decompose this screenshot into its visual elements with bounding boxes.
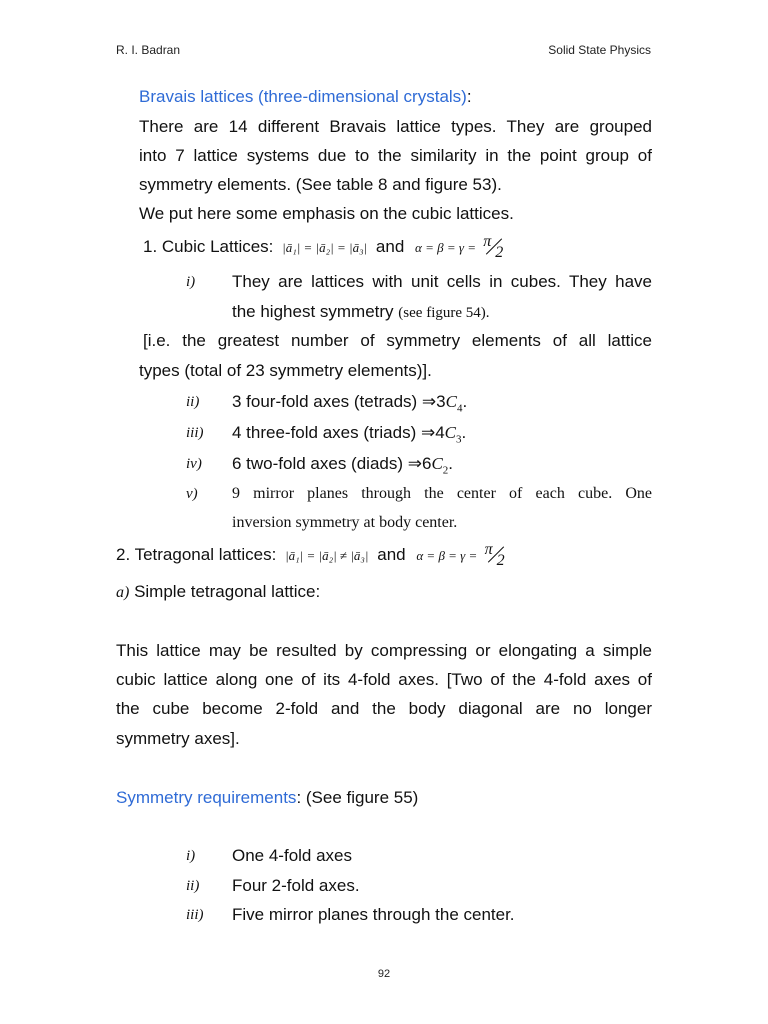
tetragonal-label: 2. Tetragonal lattices: (116, 545, 277, 564)
bravais-heading-colon: : (466, 87, 472, 106)
tetragonal-paragraph-line-1: This lattice may be resulted by compressing or elongating a simple (116, 641, 652, 660)
cubic-ie-line-2: types (total of 23 symmetry elements)]. (139, 361, 432, 380)
symmetry-heading-rest: : (See figure 55) (296, 788, 419, 807)
tetragonal-paragraph-line-3: the cube become 2-fold and the body diagonal are no longer (116, 699, 652, 718)
cubic-item-i-marker: i) (186, 274, 196, 290)
cubic-item-ii: 3 four-fold axes (tetrads) $\Rightarrow 3C_4$. (232, 392, 468, 415)
bravais-paragraph-line-2: into 7 lattice systems due to the similarity in the point group of (139, 146, 652, 165)
simple-tetragonal-heading (116, 582, 320, 603)
bravais-heading-text: Bravais lattices (three-dimensional crystals) (139, 87, 467, 106)
cubic-item-i-line-2 (232, 302, 490, 323)
cubic-item-i-text: the highest symmetry (232, 302, 394, 321)
cubic-heading (143, 233, 509, 261)
cubic-label: 1. Cubic Lattices: (143, 237, 274, 256)
header-author: R. I. Badran (116, 43, 181, 57)
bravais-heading (139, 87, 472, 107)
cubic-item-v-line-1: 9 mirror planes through the center of each cube. One (232, 485, 652, 502)
symmetry-item-text: One 4-fold axes (232, 846, 353, 865)
cubic-item-iv-marker: iv) (186, 456, 202, 472)
symmetry-item-text: Five mirror planes through the center. (232, 905, 515, 924)
tetragonal-pi-over-two: π 2 (484, 541, 505, 569)
cubic-ie-line-1: [i.e. the greatest number of symmetry elements of all lattice (143, 331, 652, 350)
cubic-item-ii-marker: ii) (186, 394, 200, 410)
cubic-vector-condition: |ā₁| = |ā₂| = |ā₃| (282, 240, 368, 255)
cubic-item-v-line-2: inversion symmetry at body center. (232, 514, 458, 531)
cubic-and: and (375, 237, 405, 256)
cubic-angle-condition: α = β = γ = π 2 (415, 240, 509, 255)
simple-tetragonal-text: Simple tetragonal lattice: (134, 582, 321, 601)
tetragonal-and: and (377, 545, 406, 564)
page-number: 92 (377, 968, 391, 980)
tetragonal-vector-condition: |ā₁| = |ā₂| ≠ |ā₃| (285, 548, 369, 563)
symmetry-heading (116, 788, 418, 808)
symmetry-item-marker: iii) (186, 907, 204, 923)
simple-tetragonal-marker: a) (116, 584, 130, 601)
symmetry-item-text: Four 2-fold axes. (232, 876, 360, 895)
bravais-paragraph-line-3: symmetry elements. (See table 8 and figure 53). (139, 175, 502, 194)
bravais-paragraph-line-1: There are 14 different Bravais lattice types. They are grouped (139, 117, 652, 136)
cubic-item-i-ref: (see figure 54). (398, 305, 490, 321)
bravais-emphasis-line: We put here some emphasis on the cubic lattices. (139, 204, 514, 223)
symmetry-heading-text: Symmetry requirements (116, 788, 297, 807)
cubic-pi-over-two: π 2 (483, 233, 504, 261)
symmetry-item-marker: ii) (186, 878, 200, 894)
symmetry-item-marker: i) (186, 848, 196, 864)
tetragonal-angle-condition: α = β = γ = π 2 (416, 548, 510, 563)
cubic-item-iii: 4 three-fold axes (triads) $\Rightarrow 4C_3$. (232, 423, 467, 446)
tetragonal-paragraph-line-4: symmetry axes]. (116, 729, 240, 748)
cubic-item-iii-marker: iii) (186, 425, 204, 441)
tetragonal-paragraph-line-2: cubic lattice along one of its 4-fold axes. [Two of the 4-fold axes of (116, 670, 652, 689)
cubic-item-i-line-1: They are lattices with unit cells in cubes. They have (232, 272, 652, 291)
tetragonal-heading (116, 541, 511, 569)
header-title: Solid State Physics (548, 43, 651, 57)
cubic-item-v-marker: v) (186, 486, 198, 502)
cubic-item-iv: 6 two-fold axes (diads) $\Rightarrow 6C_2$. (232, 454, 454, 477)
